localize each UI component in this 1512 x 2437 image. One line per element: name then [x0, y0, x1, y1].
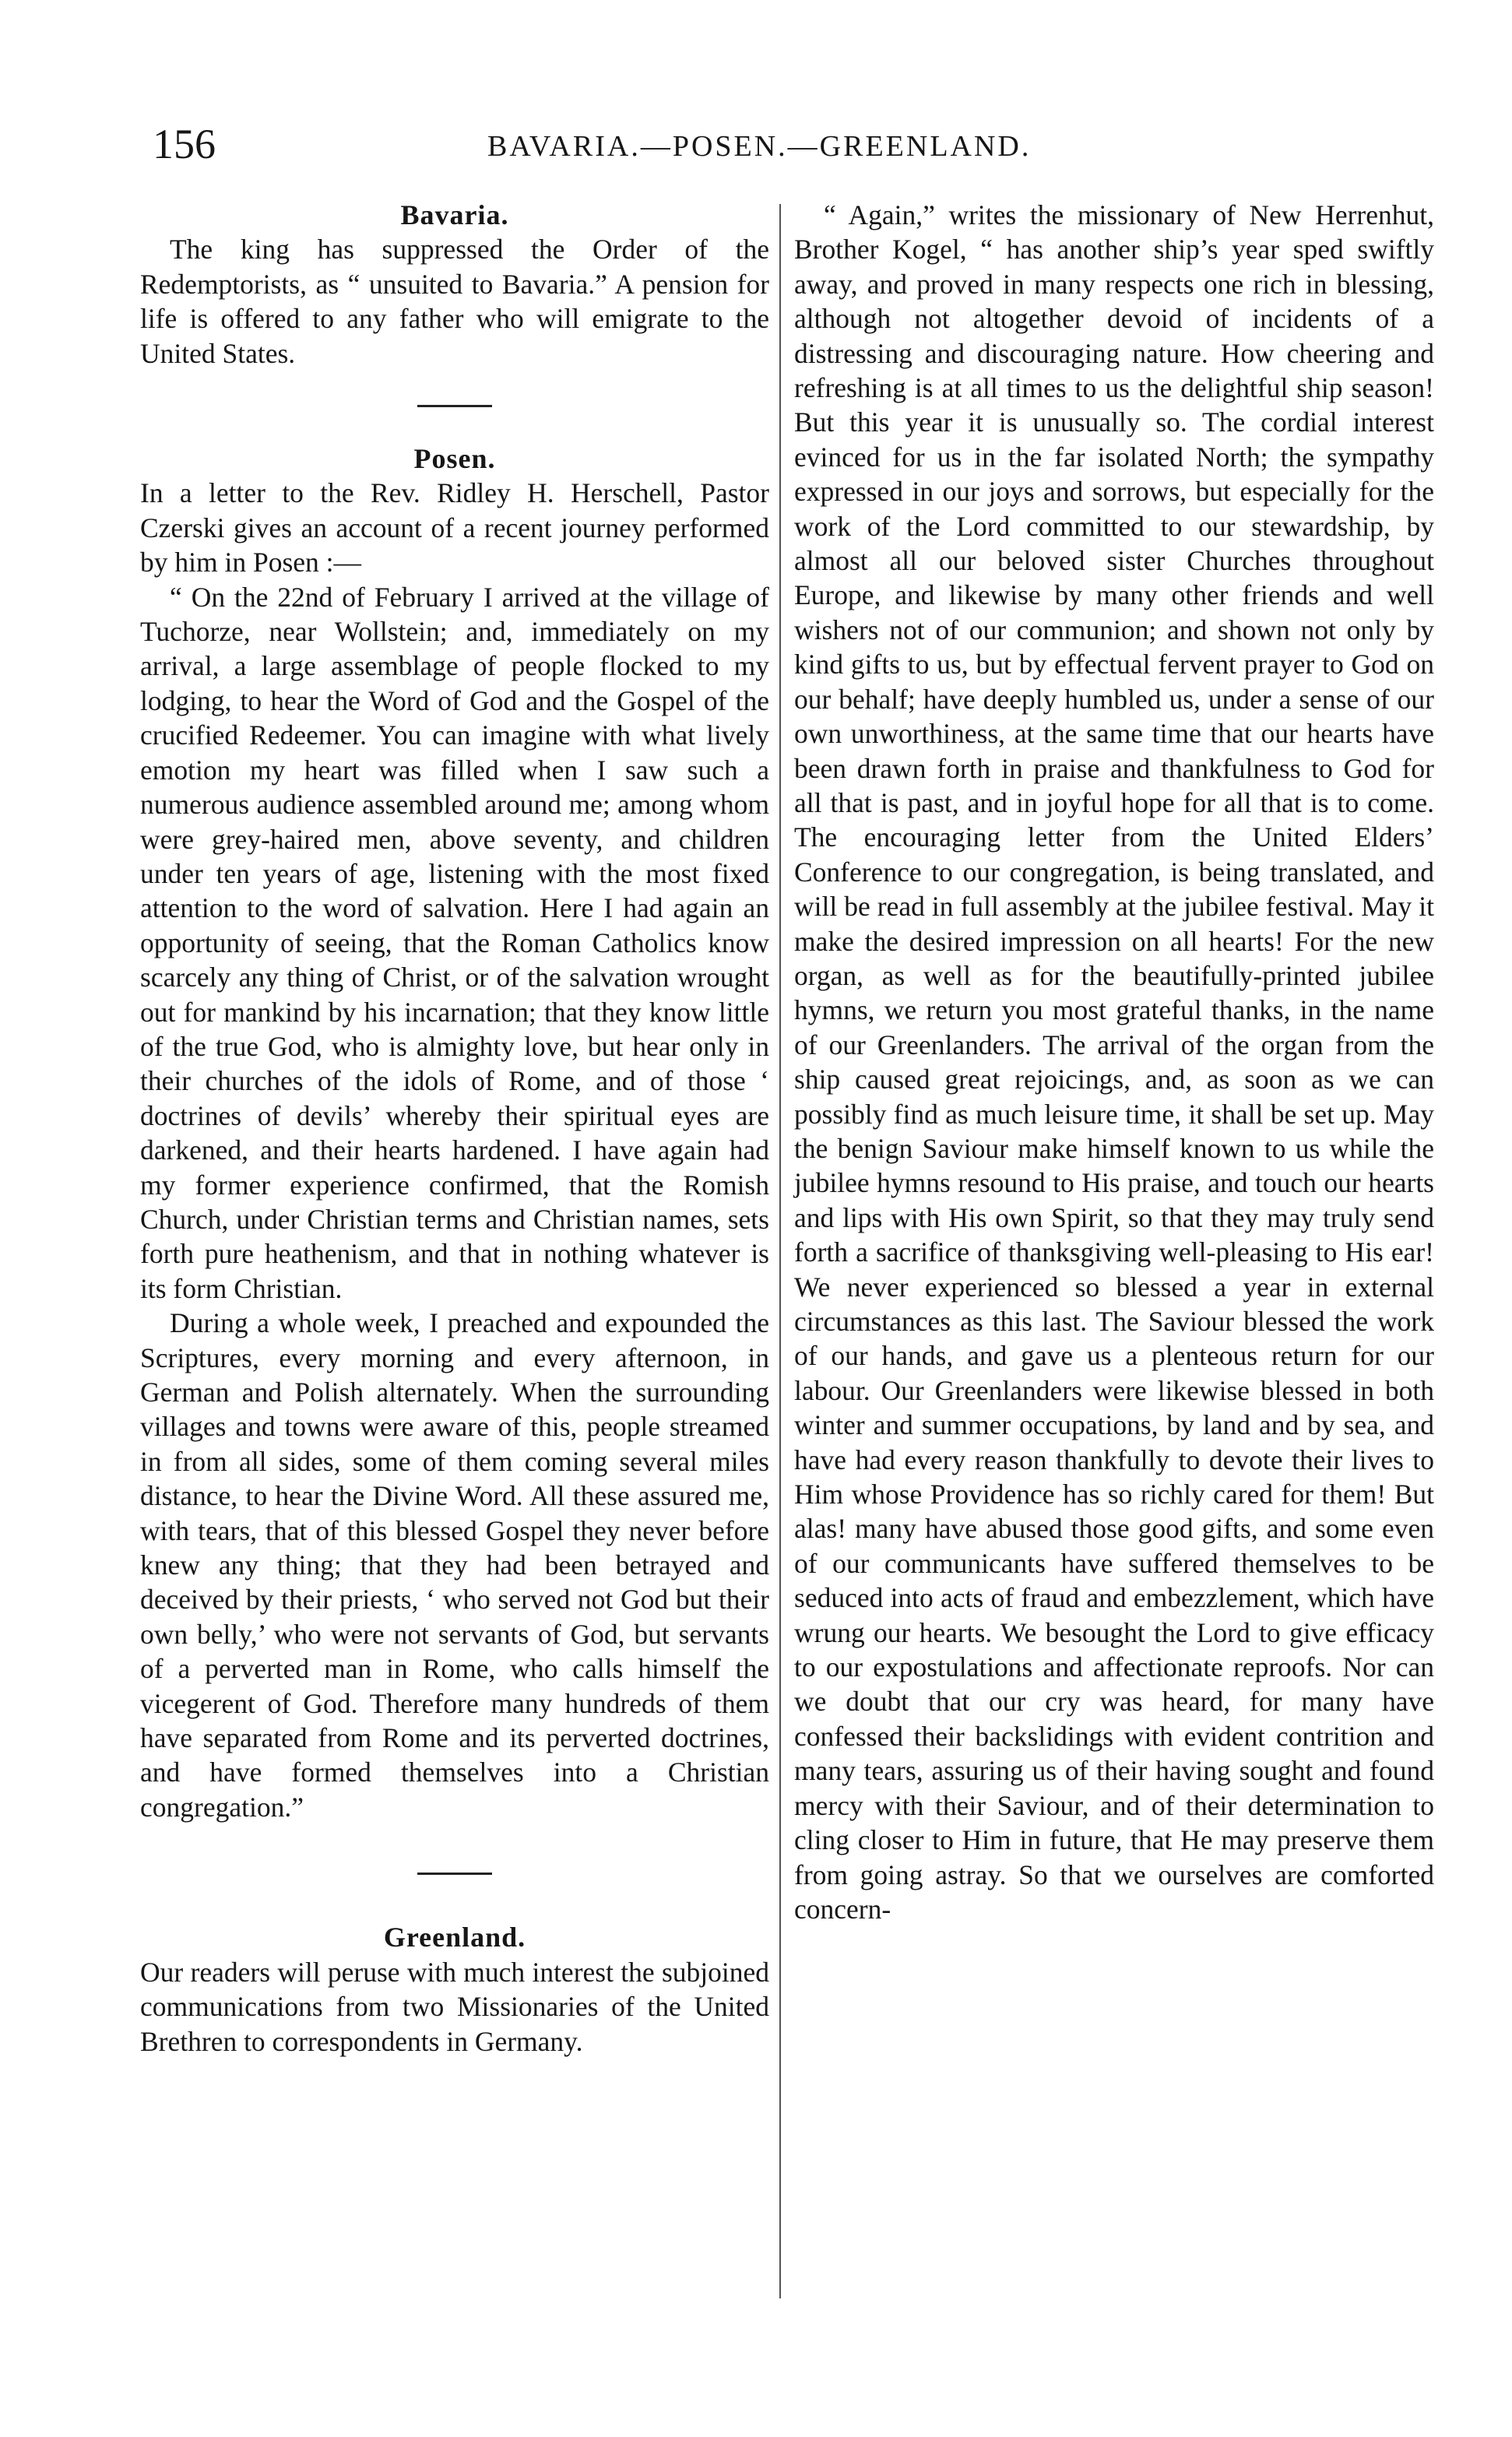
right-column — [794, 198, 1434, 1926]
greenland-letter-paragraph: “ Again,” writes the missionary of New Herrenhut, Brother Kogel, “ has another ship’s year sped swiftly away, and proved in many respects one rich in blessing, although not altogether devoid of incidents of a distressing and discouraging nature. How cheering and refreshing is at all times to us the delightful ship season! But this year it is unusually so. The cordial interest evinced for us in the far isolated North; the sympathy expressed in our joys and sorrows, but especially for the work of the Lord committed to our stewardship, by almost all our beloved sister Churches throughout Europe, and likewise by many other friends and well wishers not of our communion; and shown not only by kind gifts to us, but by effectual fervent prayer to God on our behalf; have deeply humbled us, under a sense of our own unworthiness, at the same time that our hearts have been drawn forth in praise and thankfulness to God for all that is past, and in joyful hope for all that is to come. The encouraging letter from the United Elders’ Conference to our congregation, is being translated, and will be read in full assembly at the jubilee festival. May it make the desired impression on all hearts! For the new organ, as well as for the beautifully-printed jubilee hymns, we return you most grateful thanks, in the name of our Greenlanders. The arrival of the organ from the ship caused great rejoicings, and, as soon as we can possibly find as much leisure time, it shall be set up. May the benign Saviour make himself known to us while the jubilee hymns resound to His praise, and touch our hearts and lips with His own Spirit, so that they may truly send forth a sacrifice of thanksgiving well-pleasing to His ear! We never experienced so blessed a year in external circumstances as this last. The Saviour blessed the work of our hands, and gave us a plenteous return for our labour. Our Greenlanders were likewise blessed in both winter and summer occupations, by land and by sea, and have had every reason thankfully to devote their lives to Him whose Providence has so richly cared for them! But alas! many have abused those good gifts, and some even of our communicants have suffered themselves to be seduced into acts of fraud and embezzlement, which have wrung our hearts. We besought the Lord to give efficacy to our expostulations and affectionate reproofs. Nor can we doubt that our cry was heard, for many have confessed their backslidings with evident contrition and many tears, assuring us of their having sought and found mercy with their Saviour, and of their determination to cling closer to Him in future, that He may preserve them from going astray. So that we ourselves are comforted concern- — [794, 199, 1434, 1925]
running-head: BAVARIA.—POSEN.—GREENLAND. — [487, 130, 1032, 163]
posen-intro: In a letter to the Rev. Ridley H. Herschell, Pastor Czerski gives an account of a recent journey performed by him in Posen :— — [140, 477, 769, 578]
page-header — [153, 117, 1429, 171]
greenland-heading: Greenland. — [383, 1922, 526, 1953]
section-divider — [417, 1873, 492, 1875]
page-number: 156 — [153, 121, 216, 167]
left-column — [140, 198, 769, 2059]
posen-paragraph-1: “ On the 22nd of February I arrived at the village of Tuchorze, near Wollstein; and, immediately on my arrival, a large assemblage of people flocked to my lodging, to hear the Word of God and the Gospel of the crucified Redeemer. You can imagine with what lively emotion my heart was filled when I saw such a numerous audience assembled around me; among whom were grey-haired men, above seventy, and children under ten years of age, listening with the most fixed attention to the word of salvation. Here I had again an opportunity of seeing, that the Roman Catholics know scarcely any thing of Christ, or of the salvation wrought out for mankind by his incarnation; that they know little of the true God, who is almighty love, but hear only in their churches of the idols of Rome, and of those ‘ doctrines of devils’ whereby their spiritual eyes are darkened, and their hearts hardened. I have again had my former experience confirmed, that the Romish Church, under Christian terms and Christian names, sets forth pure heathenism, and that in nothing whatever is its form Christian. — [140, 581, 769, 1304]
greenland-intro: Our readers will peruse with much interest the subjoined communications from two Missionaries of the United Brethren to correspondents in Germany. — [140, 1956, 769, 2057]
posen-heading: Posen. — [413, 443, 496, 475]
column-divider — [779, 204, 781, 2298]
posen-paragraph-2: During a whole week, I preached and expounded the Scriptures, every morning and every afternoon, in German and Polish alternately. When the surrounding villages and towns were aware of this, people streamed in from all sides, some of them coming several miles distance, to hear the Divine Word. All these assured me, with tears, that of this blessed Gospel they never before knew any thing; that they had been betrayed and deceived by their priests, ‘ who served not God but their own belly,’ who were not servants of God, but servants of a perverted man in Rome, who calls himself the vicegerent of God. Therefore many hundreds of them have separated from Rome and its perverted doctrines, and have formed themselves into a Christian congregation.” — [140, 1307, 769, 1823]
bavaria-heading: Bavaria. — [400, 199, 509, 230]
section-divider — [417, 405, 492, 407]
bavaria-paragraph: The king has suppressed the Order of the Redemptorists, as “ unsuited to Bavaria.” A pension for life is offered to any father who will emigrate to the United States. — [140, 234, 769, 369]
